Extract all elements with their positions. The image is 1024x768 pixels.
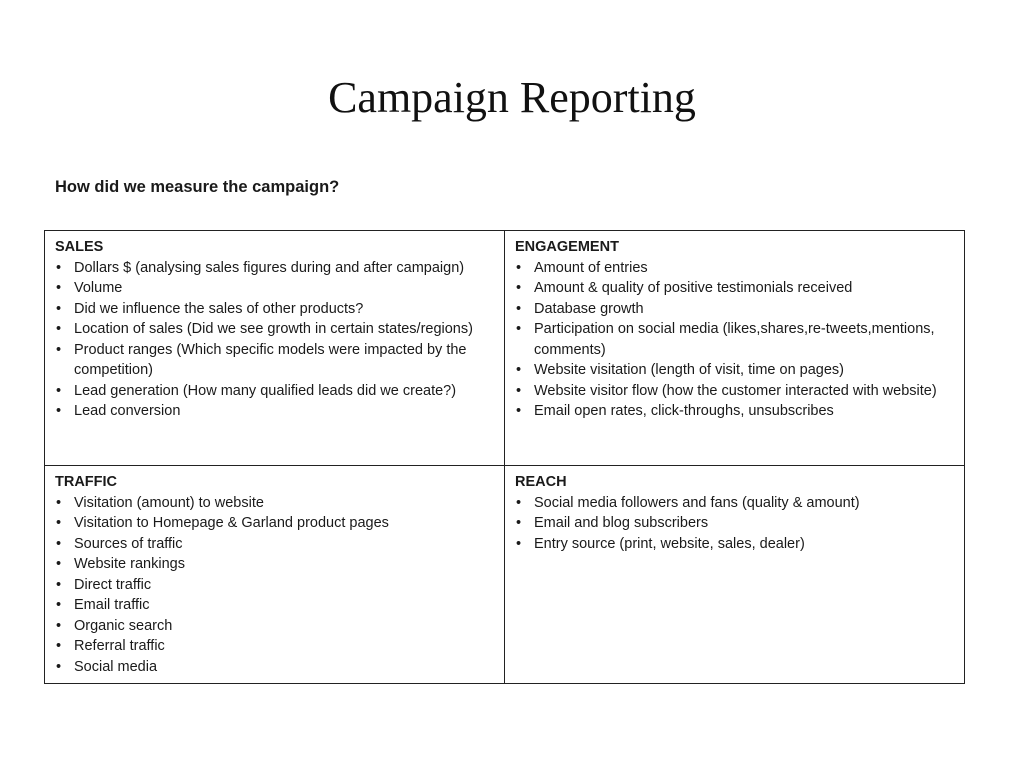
traffic-cell: [45, 466, 505, 684]
list-item: • Amount & quality of positive testimonials received: [515, 278, 954, 299]
list-item: • Lead conversion: [55, 401, 494, 422]
sales-heading: SALES: [55, 239, 104, 255]
reach-list: [515, 493, 954, 555]
list-item: • Website rankings: [55, 554, 494, 575]
list-item: • Lead generation (How many qualified leads did we create?): [55, 381, 494, 402]
list-item: • Social media: [55, 657, 494, 678]
list-item: • Participation on social media (likes,shares,re-tweets,mentions, comments): [515, 319, 954, 360]
engagement-heading: ENGAGEMENT: [515, 239, 619, 255]
list-item: • Dollars $ (analysing sales figures during and after campaign): [55, 258, 494, 279]
engagement-cell: [505, 231, 965, 466]
list-item: • Volume: [55, 278, 494, 299]
list-item: • Email and blog subscribers: [515, 513, 954, 534]
list-item: • Did we influence the sales of other products?: [55, 299, 494, 320]
traffic-list: [55, 493, 494, 678]
list-item: • Visitation (amount) to website: [55, 493, 494, 514]
list-item: • Organic search: [55, 616, 494, 637]
list-item: • Sources of traffic: [55, 534, 494, 555]
list-item: • Amount of entries: [515, 258, 954, 279]
list-item: • Referral traffic: [55, 636, 494, 657]
table-row: [45, 466, 965, 684]
traffic-heading: TRAFFIC: [55, 474, 118, 490]
slide-title: Campaign Reporting: [328, 73, 696, 122]
list-item: • Website visitor flow (how the customer interacted with website): [515, 381, 954, 402]
list-item: • Email traffic: [55, 595, 494, 616]
list-item: • Database growth: [515, 299, 954, 320]
metrics-table: [44, 230, 965, 684]
list-item: • Product ranges (Which specific models were impacted by the competition): [55, 340, 494, 381]
list-item: • Email open rates, click-throughs, unsubscribes: [515, 401, 954, 422]
list-item: • Visitation to Homepage & Garland product pages: [55, 513, 494, 534]
list-item: • Website visitation (length of visit, time on pages): [515, 360, 954, 381]
list-item: • Location of sales (Did we see growth in certain states/regions): [55, 319, 494, 340]
sales-cell: [45, 231, 505, 466]
list-item: • Direct traffic: [55, 575, 494, 596]
reach-cell: [505, 466, 965, 684]
list-item: • Entry source (print, website, sales, dealer): [515, 534, 954, 555]
slide-subtitle: How did we measure the campaign?: [55, 178, 340, 196]
engagement-list: [515, 258, 954, 422]
reach-heading: REACH: [515, 474, 567, 490]
table-row: [45, 231, 965, 466]
list-item: • Social media followers and fans (quality & amount): [515, 493, 954, 514]
sales-list: [55, 258, 494, 422]
